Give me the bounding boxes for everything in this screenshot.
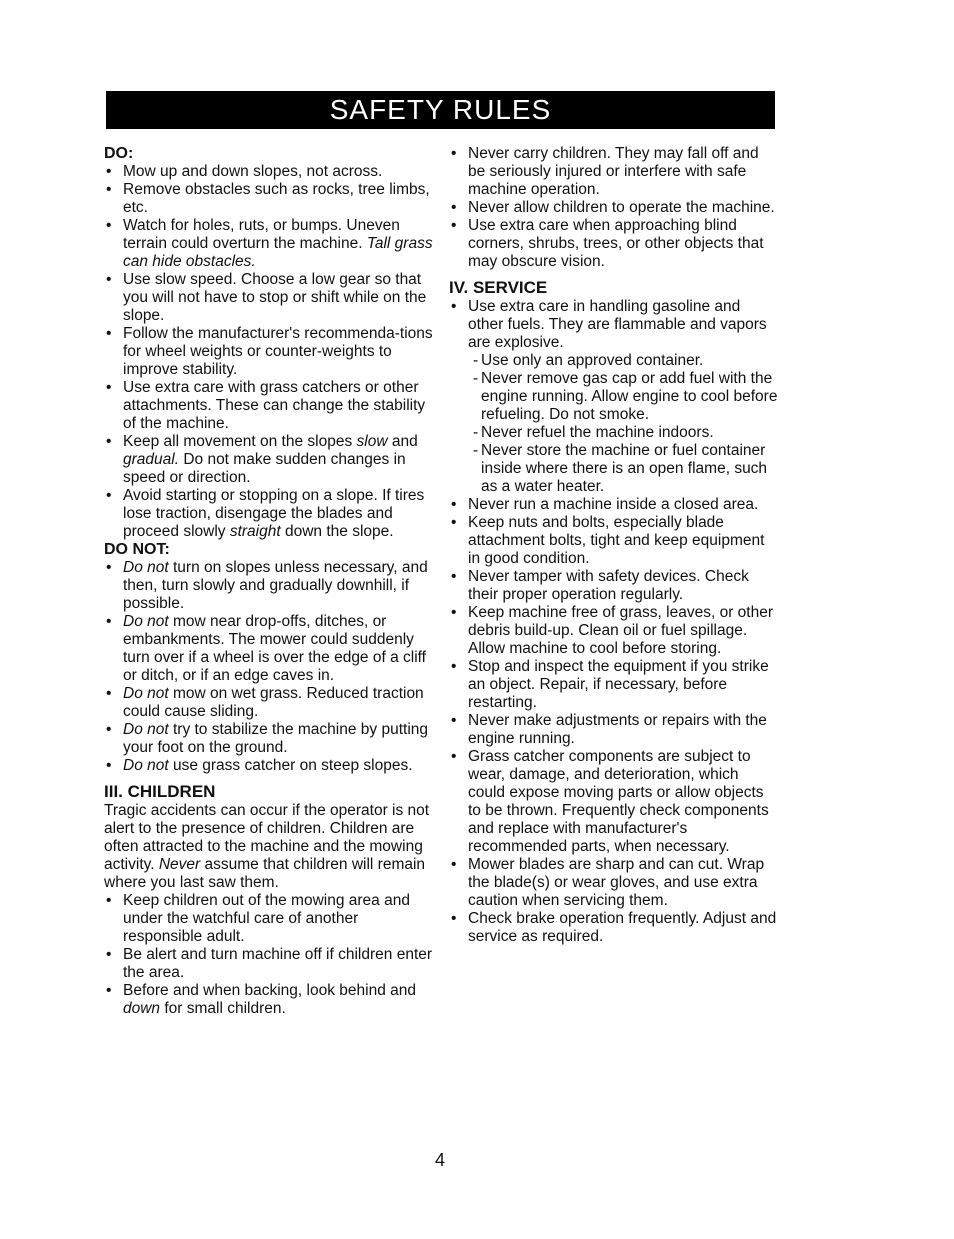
- list-item: [449, 199, 779, 217]
- list-item: [104, 487, 434, 541]
- list-item: [104, 982, 434, 1018]
- text-run: Never run a machine inside a closed area.: [468, 496, 759, 513]
- list-item: [449, 424, 779, 442]
- text-run: Avoid starting or stopping on a slope. If tires lose traction, disengage the blades and proceed slowly: [123, 487, 425, 540]
- italic-text: down: [123, 1000, 161, 1017]
- text-run: Mower blades are sharp and can cut. Wrap the blade(s) or wear gloves, and use extra caution when servicing them.: [468, 856, 765, 909]
- text-run: Stop and inspect the equipment if you strike an object. Repair, if necessary, before restarting.: [468, 658, 769, 711]
- text-run: Keep all movement on the slopes: [123, 433, 357, 450]
- text-run: and: [387, 433, 418, 450]
- list-item: [449, 352, 779, 370]
- text-run: Do not make sudden changes in speed or direction.: [123, 451, 406, 486]
- service-list: [449, 496, 779, 946]
- list-item: [104, 433, 434, 487]
- list-item: [449, 604, 779, 658]
- page-number: 4: [434, 1150, 445, 1170]
- list-item: [449, 910, 779, 946]
- italic-text: gradual.: [123, 451, 180, 468]
- list-item: [449, 145, 779, 199]
- service-heading: IV. SERVICE: [449, 278, 548, 297]
- do-not-heading: DO NOT:: [104, 541, 170, 558]
- italic-text: Do not: [123, 757, 169, 774]
- text-run: Use extra care when approaching blind corners, shrubs, trees, or other objects that may obscure vision.: [468, 217, 764, 270]
- text-run: use grass catcher on steep slopes.: [168, 757, 413, 774]
- list-item: [449, 442, 779, 496]
- text-run: turn on slopes unless necessary, and then, turn slowly and gradually downhill, if possible.: [123, 559, 428, 612]
- list-item: [104, 685, 434, 721]
- list-item: [104, 181, 434, 217]
- text-run: Never store the machine or fuel container inside where there is an open flame, such as a water heater.: [481, 442, 768, 495]
- list-item: [449, 712, 779, 748]
- text-run: Use only an approved container.: [481, 352, 704, 369]
- text-run: Remove obstacles such as rocks, tree limbs, etc.: [123, 181, 430, 216]
- list-item: [104, 613, 434, 685]
- text-run: Use extra care in handling gasoline and other fuels. They are flammable and vapors are explosive.: [468, 298, 767, 351]
- list-item: [449, 217, 779, 271]
- text-run: Be alert and turn machine off if children enter the area.: [123, 946, 433, 981]
- italic-text: Do not: [123, 721, 169, 738]
- list-item: [104, 217, 434, 271]
- list-item: [449, 856, 779, 910]
- text-run: Grass catcher components are subject to wear, damage, and deterioration, which could expose moving parts or allow objects to be thrown. Frequently check components and replace with manufacturer's recommended parts, when necessary.: [468, 748, 769, 855]
- list-item: [449, 568, 779, 604]
- text-run: Never make adjustments or repairs with the engine running.: [468, 712, 767, 747]
- text-run: mow on wet grass. Reduced traction could cause sliding.: [123, 685, 424, 720]
- do-not-list: [104, 559, 434, 775]
- text-run: Before and when backing, look behind and: [123, 982, 416, 999]
- list-item: [449, 658, 779, 712]
- service-fuel-sublist: [449, 352, 779, 496]
- list-item: [104, 559, 434, 613]
- text-run: Use slow speed. Choose a low gear so that you will not have to stop or shift while on the slope.: [123, 271, 427, 324]
- children-heading: III. CHILDREN: [104, 782, 216, 801]
- text-run: try to stabilize the machine by putting your foot on the ground.: [123, 721, 429, 756]
- list-item: [449, 496, 779, 514]
- list-item: [104, 946, 434, 982]
- list-item: [104, 757, 434, 775]
- list-item: [104, 271, 434, 325]
- list-item: [104, 379, 434, 433]
- text-run: Never refuel the machine indoors.: [481, 424, 714, 441]
- italic-text: Never: [158, 856, 201, 873]
- text-run: Use extra care with grass catchers or other attachments. These can change the stability of the machine.: [123, 379, 426, 432]
- list-item: [449, 748, 779, 856]
- text-run: Mow up and down slopes, not across.: [123, 163, 383, 180]
- list-item: [449, 298, 779, 352]
- text-run: Follow the manufacturer's recommenda-tions for wheel weights or counter-weights to improve stability.: [123, 325, 433, 378]
- text-run: mow near drop-offs, ditches, or embankments. The mower could suddenly turn over if a wheel is over the edge of a cliff or ditch, or if an edge caves in.: [123, 613, 426, 684]
- text-run: Never tamper with safety devices. Check their proper operation regularly.: [468, 568, 749, 603]
- list-item: [104, 163, 434, 181]
- italic-text: Do not: [123, 613, 169, 630]
- children-intro: [104, 802, 434, 892]
- text-run: Never remove gas cap or add fuel with the engine running. Allow engine to cool before refueling. Do not smoke.: [481, 370, 778, 423]
- text-run: Tragic accidents can occur if the operator is not alert to the presence of children. Children are often attracted to the machine and the mowing activity.: [104, 802, 430, 873]
- do-heading: DO:: [104, 145, 134, 162]
- text-run: Never allow children to operate the machine.: [468, 199, 775, 216]
- italic-text: Do not: [123, 685, 169, 702]
- italic-text: Tall grass can hide obstacles.: [123, 235, 433, 270]
- text-run: Check brake operation frequently. Adjust and service as required.: [468, 910, 777, 945]
- list-item: [104, 721, 434, 757]
- text-run: Watch for holes, ruts, or bumps. Uneven terrain could overturn the machine.: [123, 217, 400, 252]
- list-item: [449, 370, 779, 424]
- service-fuel-list: [449, 298, 779, 352]
- italic-text: straight: [229, 523, 281, 540]
- text-run: Keep nuts and bolts, especially blade attachment bolts, tight and keep equipment in good condition.: [468, 514, 765, 567]
- right-column: [449, 145, 779, 946]
- left-column: [104, 145, 434, 1018]
- text-run: Keep children out of the mowing area and under the watchful care of another responsible adult.: [123, 892, 410, 945]
- text-run: for small children.: [160, 1000, 286, 1017]
- do-list: [104, 163, 434, 541]
- text-run: Keep machine free of grass, leaves, or other debris build-up. Clean oil or fuel spillage. Allow machine to cool before storing.: [468, 604, 773, 657]
- safety-rules-banner: SAFETY RULES: [106, 91, 775, 129]
- list-item: [104, 892, 434, 946]
- list-item: [449, 514, 779, 568]
- italic-text: Do not: [123, 559, 169, 576]
- children-list: [104, 892, 434, 1018]
- children-list-continued: [449, 145, 779, 271]
- italic-text: slow: [356, 433, 388, 450]
- text-run: down the slope.: [280, 523, 394, 540]
- text-run: assume that children will remain where you last saw them.: [104, 856, 426, 891]
- text-run: Never carry children. They may fall off and be seriously injured or interfere with safe machine operation.: [468, 145, 759, 198]
- list-item: [104, 325, 434, 379]
